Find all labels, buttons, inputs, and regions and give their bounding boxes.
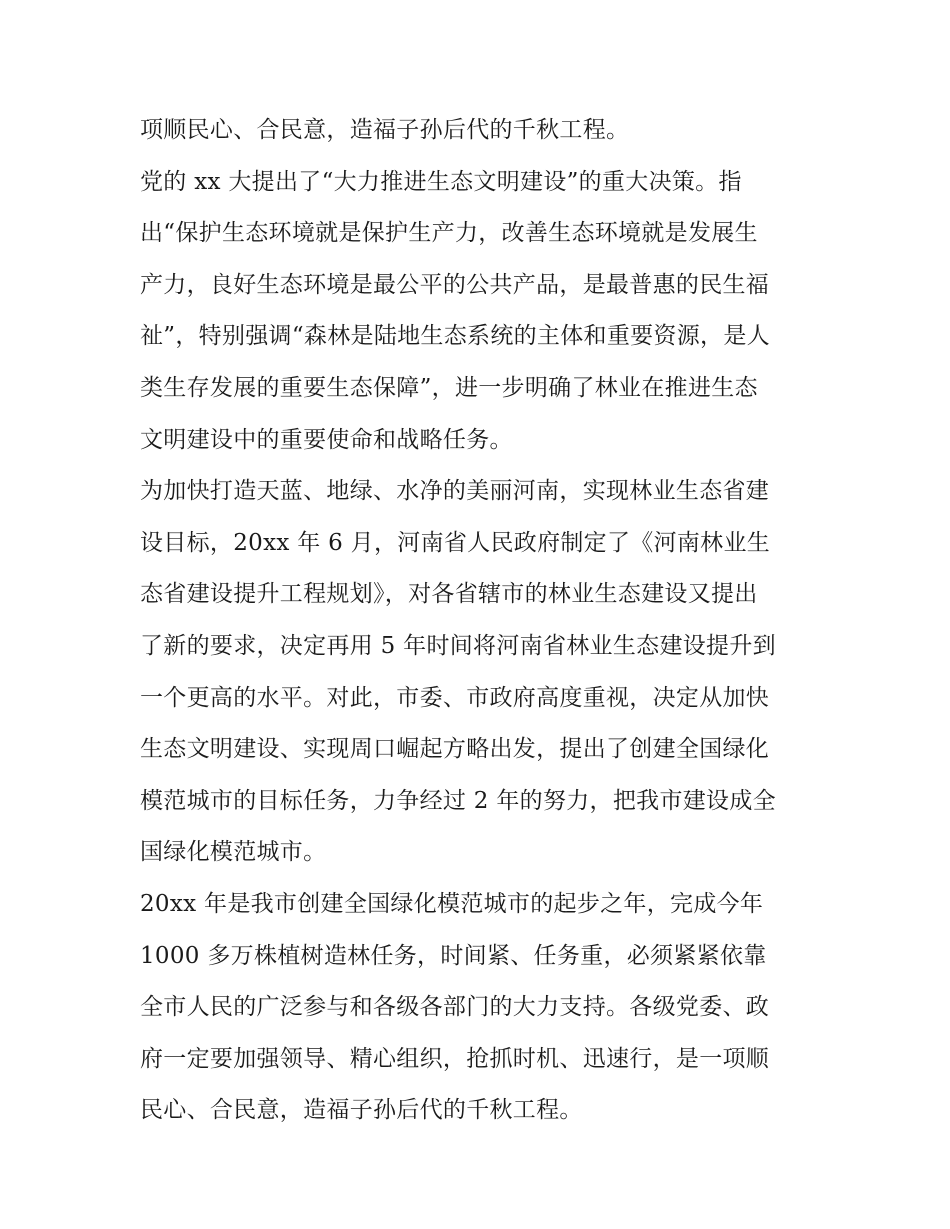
text-line: 类生存发展的重要生态保障”，进一步明确了林业在推进生态 <box>140 374 758 401</box>
text-line: 一个更高的水平。对此，市委、市政府高度重视，决定从加快 <box>140 684 770 711</box>
text-line: 文明建设中的重要使命和战略任务。 <box>140 426 513 453</box>
text-line: 了新的要求，决定再用 5 年时间将河南省林业生态建设提升到 <box>140 632 776 659</box>
text-line: 为加快打造天蓝、地绿、水净的美丽河南，实现林业生态省建 <box>140 478 770 505</box>
text-line: 生态文明建设、实现周口崛起方略出发，提出了创建全国绿化 <box>140 736 770 763</box>
text-line: 党的 xx 大提出了“大力推进生态文明建设”的重大决策。指 <box>140 168 742 195</box>
text-line: 设目标，20xx 年 6 月，河南省人民政府制定了《河南林业生 <box>140 529 771 556</box>
text-line: 1000 多万株植树造林任务，时间紧、任务重，必须紧紧依靠 <box>140 942 767 969</box>
text-line: 国绿化模范城市。 <box>140 839 327 866</box>
document-body <box>140 108 820 1140</box>
text-line: 产力，良好生态环境是最公平的公共产品，是最普惠的民生福 <box>140 271 770 298</box>
text-line: 民心、合民意，造福子孙后代的千秋工程。 <box>140 1097 583 1124</box>
text-line: 祉”，特别强调“森林是陆地生态系统的主体和重要资源，是人 <box>140 323 770 350</box>
text-line: 出“保护生态环境就是保护生产力，改善生态环境就是发展生 <box>140 220 758 247</box>
text-line: 全市人民的广泛参与和各级各部门的大力支持。各级党委、政 <box>140 994 770 1021</box>
text-line: 态省建设提升工程规划》，对各省辖市的林业生态建设又提出 <box>140 581 758 608</box>
text-line: 模范城市的目标任务，力争经过 2 年的努力，把我市建设成全 <box>140 787 776 814</box>
text-line: 20xx 年是我市创建全国绿化模范城市的起步之年，完成今年 <box>140 890 764 917</box>
text-line: 府一定要加强领导、精心组织，抢抓时机、迅速行，是一项顺 <box>140 1045 770 1072</box>
text-line: 项顺民心、合民意，造福子孙后代的千秋工程。 <box>140 117 630 143</box>
